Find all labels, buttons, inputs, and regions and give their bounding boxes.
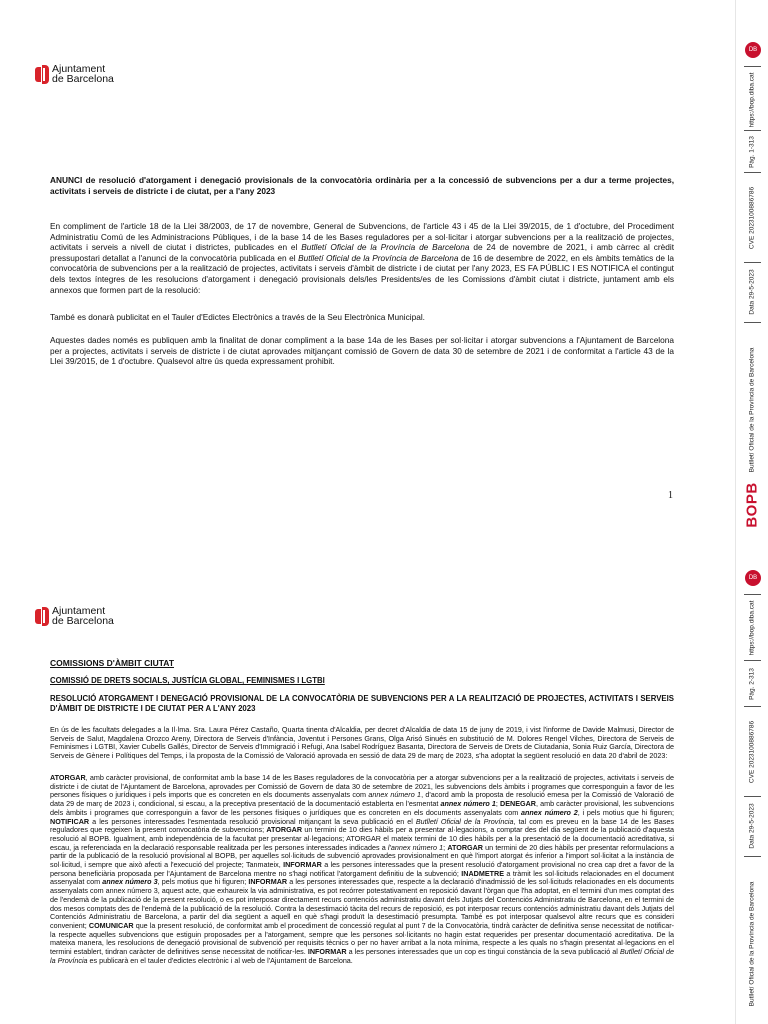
- resolution-title: RESOLUCIÓ ATORGAMENT I DENEGACIÓ PROVISIONAL DE LA CONVOCATÒRIA DE SUBVENCIONS PER A LA REALITZACIÓ DE PROJECTES, ACTIVITATS I SERVEIS D'ÀMBIT DE DISTRICTE I DE CIUTAT PER A L'ANY 2023: [50, 694, 674, 713]
- paragraph-intro: En ús de les facultats delegades a la Il·lma. Sra. Laura Pérez Castaño, Quarta tinenta d'Alcaldia, per decret d'Alcaldia de data 15 de juny de 2019, i vist l'informe de Davide Malmusi, Director de Serveis de Salut, Magdalena Orozco Areny, Directora de Serveis d'Infància, Joventut i Persones Grans, Olga Arisó Sinués en substitució de M. Dolores Rengel Vilches, Directora de Serveis de Feminismes i LGTBI, Xavier Cubells Gallés, Director de Serveis d'Immigració i Refugi, Ana Isabel Rodríguez Basanta, Directora de Serveis de Drets de Ciutadania, Sonia Ruiz García, Directora de Serveis de Gènere i Polítiques del Temps, i la proposta de la Comissió de Valoració aprovada en sessió de data 29 de març de 2023, s'ha adoptat la següent resolució en data 20 d'abril de 2023:: [50, 725, 674, 761]
- paragraph-publicity: També es donarà publicitat en el Tauler d'Edictes Electrònics a través de la Seu Electrònica Municipal.: [50, 312, 425, 322]
- sidebar-butlleti-b: Butlletí Oficial de la Província de Barcelona: [748, 881, 756, 1007]
- page-number: 1: [668, 490, 673, 501]
- paragraph-data-use: Aquestes dades només es publiquen amb la finalitat de donar compliment a la base 14a de les Bases per sol·licitar i atorgar subvencions a l'Ajuntament de Barcelona per a projectes, activitats i serveis de districte i de ciutat aprovades mitjançant comissió de Govern de data 30 de setembre de 2021 i de conformitat a l'article 43 de la Llei 39/2015, de 1 d'octubre. Qualsevol altre ús queda expressament prohibit.: [50, 335, 674, 367]
- page-gap: [0, 545, 730, 590]
- paragraph-resolution: ATORGAR, amb caràcter provisional, de conformitat amb la base 14 de les Bases reguladores de la convocatòria per a atorgar subvencions per a la realització de projectes, activitats i serveis de districte i de ciutat de l'Ajuntament de Barcelona, aprovades per Comissió de Govern de data 30 de setembre de 2021, les subvencions dels àmbits i programes que corresponguin a favor de les persones físiques o jurídiques i pels imports que es concreten en els documents assenyalats com annex número 1, d'acord amb la proposta de resolució emesa per la Comissió de Valoració de data 29 de març de 2023 i, condicional, si escau, a la preceptiva presentació de la documentació establerta en l'esmentat annex número 1; DENEGAR, amb caràcter provisional, les subvencions dels àmbits i programes que corresponguin a favor de les persones físiques o jurídiques que es concreten en els documents assenyalats com annex número 2, i pels motius que hi figuren; NOTIFICAR a les persones interessades l'esmentada resolució provisional mitjançant la seva publicació en el Butlletí Oficial de la Província, tal com es preveu en la base 14 de les Bases reguladores que regeixen la present convocatòria de subvencions; ATORGAR un termini de 10 dies hàbils per a presentar al·legacions, a comptar des del dia següent de la publicació d'aquesta resolució al BOPB. Igualment, amb independència de la facultat per presentar al·legacions; ATORGAR el mateix termini de 10 dies hàbils per a la presentació de la documentació acreditativa, si escau, ja referenciada en la declaració responsable realitzada per les persones interessades indicades a l'annex número 1; ATORGAR un termini de 20 dies hàbils per presentar reformulacions a partir de la publicació de la resolució provisional al BOPB, per aquelles sol·licituds de subvenció aprovades provisionalment en què l'import atorgat és inferior a l'import sol·licitat a la instància de sol·licitud, i sempre que això afecti a l'execució del projecte; Tanmateix, INFORMAR a les persones interessades que la present resolució d'atorgament provisional no crea cap dret a favor de la persona beneficiària proposada per l'Ajuntament de Barcelona mentre no s'hagi notificat l'atorgament definitiu de la subvenció; INADMETRE a tràmit les sol·licituds relacionades en el document assenyalat com annex número 3, pels motius que hi figuren; INFORMAR a les persones interessades que, respecte a la declaració d'inadmissió de les sol·licituds relacionades en els documents assenyalats com annex número 3, aquest acte, que exhaureix la via administrativa, es pot recórrer potestativament en reposició davant l'òrgan que l'ha adoptat, en el termini d'un mes comptat des de l'endemà de la publicació de la present resolució, o es pot interposar directament recurs contenciós administratiu davant dels Jutjats del Contenciós Administratiu de Barcelona, en el termini de dos mesos comptats des de l'endemà de la publicació de la resolució. Contra la desestimació tàcita del recurs de reposició, es pot interposar recurs contenciós administratiu davant dels Jutjats del Contenciós Administratiu de Barcelona, a partir del dia següent a aquell en què s'hagi produït la desestimació presumpta. També es pot interposar qualsevol altre recurs que es consideri convenient; COMUNICAR que la present resolució, de conformitat amb el procediment de concessió regulat al punt 7 de la Convocatòria, tindrà caràcter de definitiva sense necessitat de notificar-la respecte aquelles subvencions que estiguin proposades per a l'atorgament, sempre que les persones sol·licitants no hagin estat requerides per presentar documentació acreditativa. De la mateixa manera, les resolucions de denegació provisional de subvenció per requisits tècnics o per no haver arribat a la nota mínima, respecte a les quals no s'hagin presentat al·legacions en el termini establert, tindran caràcter de definitives sense necessitat de notificar-les. INFORMAR a les persones interessades que un cop es tingui constància de la seva publicació al Butlletí Oficial de la Província es publicarà en el tauler d'edictes electrònic i al web de l'Ajuntament de Barcelona.: [50, 773, 675, 965]
- heading-comissio-drets-socials: COMISSIÓ DE DRETS SOCIALS, JUSTÍCIA GLOBAL, FEMINISMES I LGTBI: [50, 676, 325, 685]
- sidebar-date-a: Data 29-5-2023: [748, 269, 756, 315]
- logo-line1: Ajuntament: [52, 63, 106, 75]
- sidebar-page-a: Pàg. 1-313: [748, 136, 756, 168]
- ajuntament-logo-2: [35, 606, 114, 626]
- sidebar-cve-a: CVE 2023100886786: [748, 186, 756, 250]
- sidebar-butlleti-a: Butlletí Oficial de la Província de Barcelona: [748, 347, 756, 473]
- diputacio-badge-icon-2: DB: [745, 570, 761, 586]
- logo-line2: de Barcelona: [52, 73, 114, 85]
- bopb-logo: BOPB: [743, 482, 761, 528]
- bopb-sidebar: [735, 0, 768, 1024]
- ajuntament-logo-icon-2: [35, 607, 49, 626]
- sidebar-date-b: Data 29-5-2023: [748, 803, 756, 849]
- ajuntament-logo: [35, 64, 114, 84]
- paragraph-compliance: En compliment de l'article 18 de la Llei 38/2003, de 17 de novembre, General de Subvencions, de l'article 43 i 45 de la Llei 39/2015, de 1 d'octubre, del Procediment Administratiu Comú de les Administracions Públiques, i de la base 14 de les Bases reguladores per a sol·licitar i atorgar subvencions per a la realització de projectes, activitats i serveis a nivell de ciutat i districtes, publicades en el Butlletí Oficial de la Província de Barcelona de 24 de novembre de 2021, i amb càrrec al crèdit pressupostari detallat a l'anunci de la convocatòria publicada en el Butlletí Oficial de la Província de Barcelona de 16 de desembre de 2022, en els àmbits temàtics de la convocatòria de subvencions per a la realització de projectes, activitats i serveis d'àmbit de districte i de ciutat per l'any 2023, ES FA PÚBLIC I ES NOTIFICA el contingut dels textos íntegres de les resolucions d'atorgament i denegació provisionals dels/les Presidents/es de les Comissions d'àmbit ciutat i districte, juntament amb els annexos que formen part de la resolució:: [50, 221, 675, 295]
- heading-comissions: COMISSIONS D'ÀMBIT CIUTAT: [50, 658, 175, 668]
- ajuntament-logo-icon: [35, 65, 49, 84]
- sidebar-url-2: https://bop.diba.cat: [748, 600, 756, 656]
- sidebar-page-b: Pàg. 2-313: [748, 668, 756, 700]
- announcement-title: ANUNCI de resolució d'atorgament i denegació provisionals de la convocatòria ordinària per a la concessió de subvencions per a dur a terme projectes, activitats i serveis de districte i de ciutat, per a l'any 2023: [50, 175, 674, 196]
- diputacio-badge-icon: DB: [745, 42, 761, 58]
- sidebar-url: https://bop.diba.cat: [748, 72, 756, 128]
- document-page-2: [0, 590, 730, 1024]
- logo2-line1: Ajuntament: [52, 605, 106, 617]
- sidebar-cve-b: CVE 2023100886786: [748, 720, 756, 784]
- logo2-line2: de Barcelona: [52, 615, 114, 627]
